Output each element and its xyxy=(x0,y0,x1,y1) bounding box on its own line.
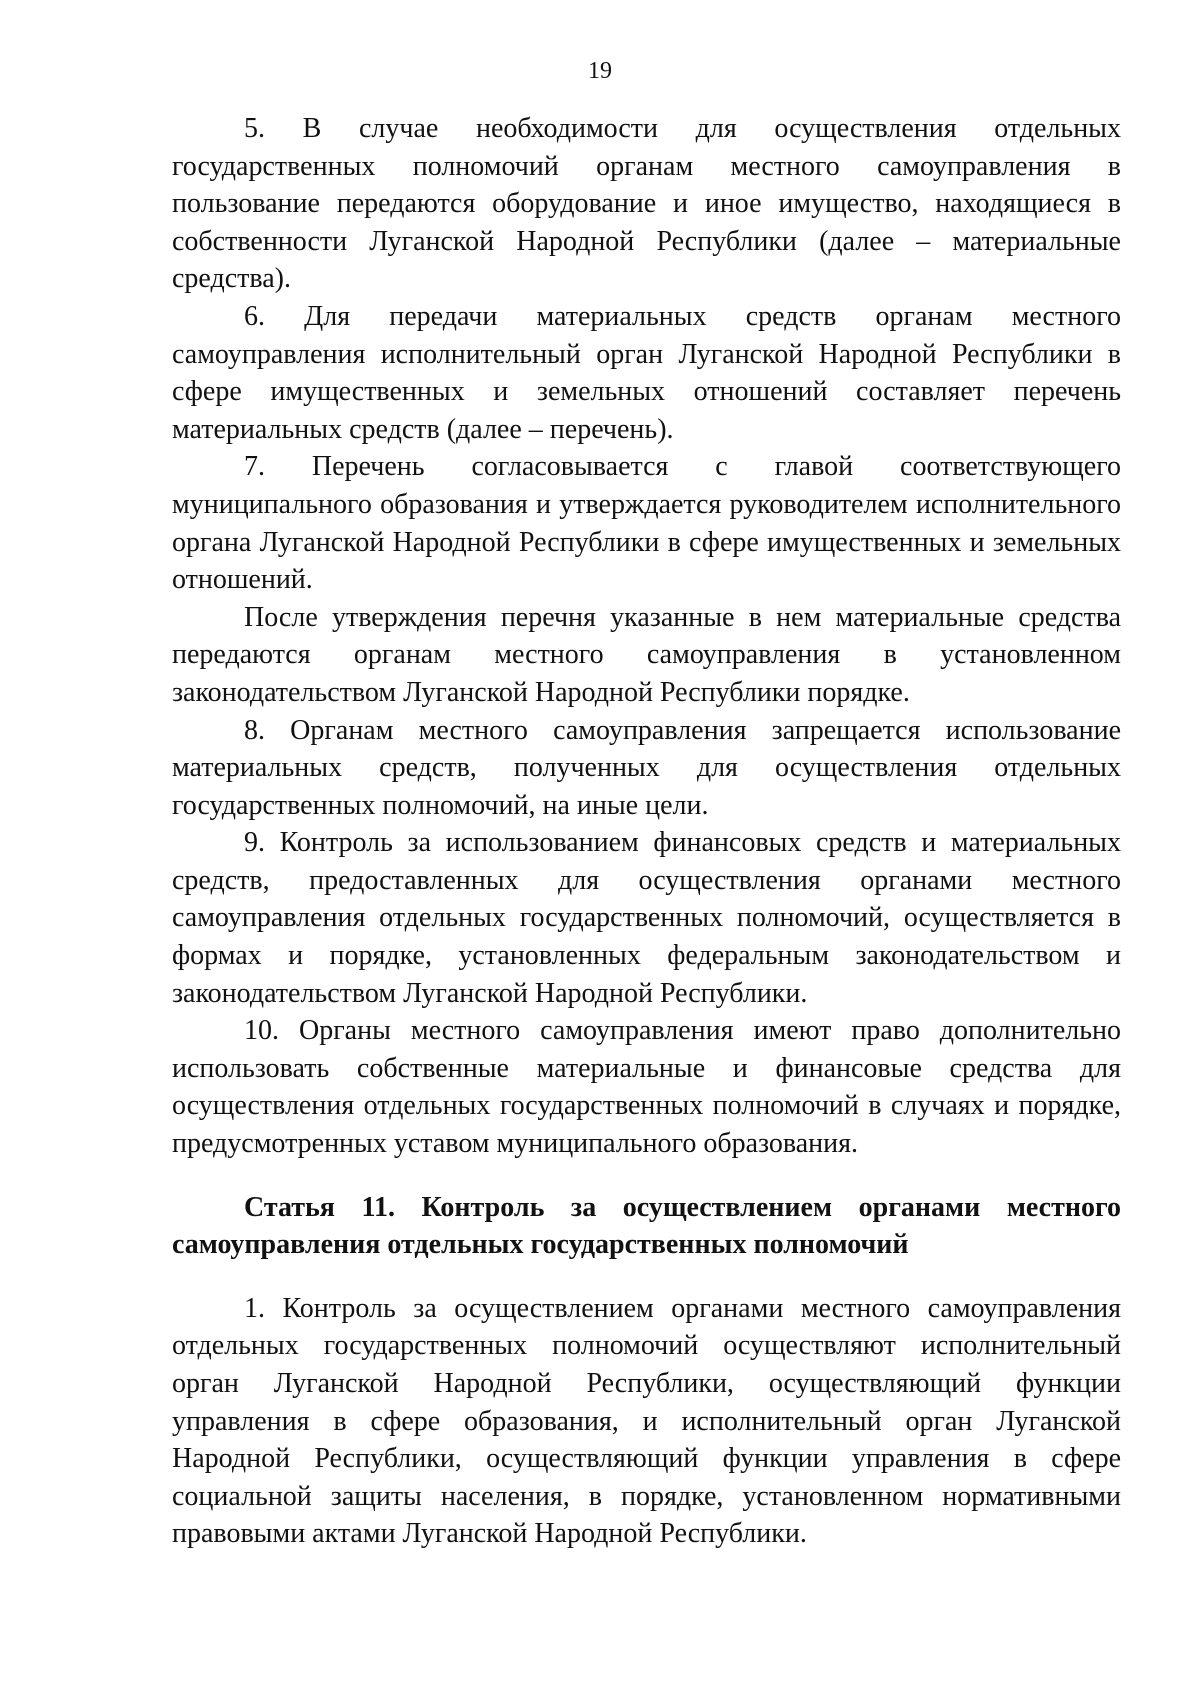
article-heading: Статья 11. Контроль за осуществлением органами местного самоуправления отдельных государственных полномочий xyxy=(172,1191,1121,1261)
paragraph-10: 10. Органы местного самоуправления имеют право дополнительно использовать собственные материальные и финансовые средства для осуществления отдельных государственных полномочий в случаях и порядке, предусмотренных уставом муниципального образования. xyxy=(172,1015,1121,1160)
paragraph-5: 5. В случае необходимости для осуществления отдельных государственных полномочий органам местного самоуправления в пользование передаются оборудование и иное имущество, находящиеся в собственности Луганской Народной Республики (далее – материальные средства). xyxy=(172,113,1121,295)
paragraph-8: 8. Органам местного самоуправления запрещается использование материальных средств, полученных для осуществления отдельных государственных полномочий, на иные цели. xyxy=(172,714,1121,821)
paragraph-9: 9. Контроль за использованием финансовых средств и материальных средств, предоставленных для осуществления органами местного самоуправления отдельных государственных полномочий, осуществляется в формах и порядке, установленных федеральным законодательством и законодательством Луганской Народной Республики. xyxy=(172,827,1121,1009)
paragraph-7-continuation: После утверждения перечня указанные в нем материальные средства передаются органам местного самоуправления в установленном законодательством Луганской Народной Республики порядке. xyxy=(172,601,1121,708)
page-number: 19 xyxy=(588,58,612,84)
document-body xyxy=(172,110,1121,1553)
article-11-paragraph-1: 1. Контроль за осуществлением органами местного самоуправления отдельных государственных полномочий осуществляют исполнительный орган Луганской Народной Республики, осуществляющий функции управления в сфере образования, и исполнительный орган Луганской Народной Республики, осуществляющий функции управления в сфере социальной защиты населения, в порядке, установленном нормативными правовыми актами Луганской Народной Республики. xyxy=(172,1292,1121,1550)
paragraph-6: 6. Для передачи материальных средств органам местного самоуправления исполнительный орган Луганской Народной Республики в сфере имущественных и земельных отношений составляет перечень материальных средств (далее – перечень). xyxy=(172,300,1121,445)
paragraph-7: 7. Перечень согласовывается с главой соответствующего муниципального образования и утверждается руководителем исполнительного органа Луганской Народной Республики в сфере имущественных и земельных отношений. xyxy=(172,451,1121,596)
